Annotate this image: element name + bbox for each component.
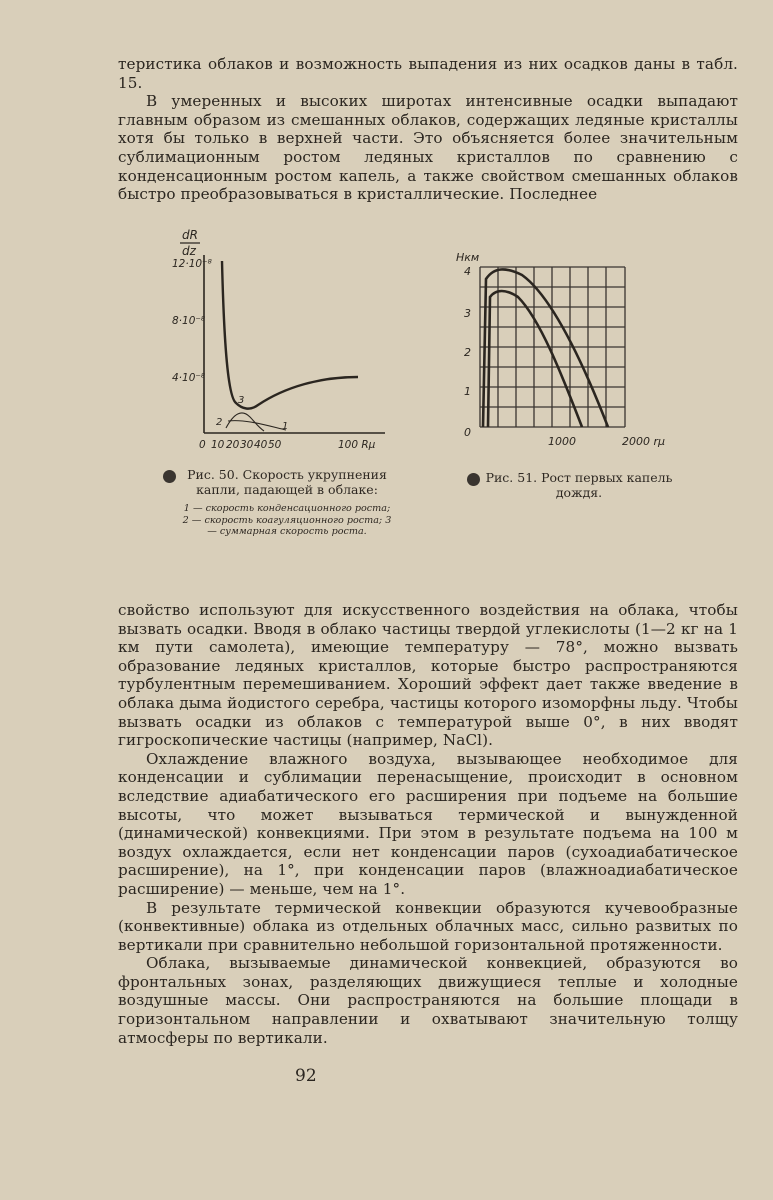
paragraph: Охлаждение влажного воздуха, вызывающее необходимое для конденсации и сублимации перенасыщение, происходит в основном вследствие адиабатического его расширения при подъеме на большие высоты, что может вызываться термической и вынужденной (динамической) конвекциями. При этом в результате подъема на 100 м воздух охлаждается, если нет конденсации паров (сухоадиабатическое расширение), на 1°, при конденсации паров (влажноадиабатическое расширение) — меньше, чем на 1°. xyxy=(118,749,738,898)
y-tick-label: 4 xyxy=(464,265,471,278)
y-label: Hкм xyxy=(456,251,480,264)
curve-outer xyxy=(483,269,608,427)
page-number: 92 xyxy=(295,1066,317,1086)
y-tick-label: 3 xyxy=(464,307,471,320)
figure-51-caption xyxy=(484,470,674,500)
x-tick-label: 10 xyxy=(211,439,225,451)
caption-legend: 1 — скорость конденсационного роста; 2 — скорость коагуляционного роста; 3 — суммарная скорость роста. xyxy=(182,503,392,537)
y-tick-label: 1 xyxy=(464,385,471,398)
curve-label-1: 1 xyxy=(282,421,289,432)
x-tick-label: 50 xyxy=(268,439,282,451)
y-tick-label: 4·10⁻⁸ xyxy=(172,372,206,384)
y-tick-label: 0 xyxy=(464,426,471,439)
paragraph: теристика облаков и возможность выпадения из них осадков даны в табл. 15. xyxy=(118,55,738,92)
figure-50-caption xyxy=(182,467,392,538)
x-tick-label: 40 xyxy=(254,439,268,451)
paragraph: свойство используют для искусственного воздействия на облака, чтобы вызвать осадки. Вводя в облако частицы твердой углекислоты (1—2 кг на 1 км пути самолета), имеющие температуру — 78°, можно вызвать образование ледяных кристаллов, которые быстро распространяются турбулентным перемешиванием. Хороший эффект дает также введение в облака дыма йодистого серебра, частицы которого изоморфны льду. Чтобы вызвать осадки из облаков с температурой выше 0°, в них вводят гигроскопические частицы (например, NaCl). xyxy=(118,601,738,750)
x-tick-label: 30 xyxy=(240,439,254,451)
curve-3-total-rate xyxy=(222,261,358,409)
caption-title: Рис. 50. Скорость укрупнения капли, падающей в облаке: xyxy=(187,467,387,497)
y-tick-label: 8·10⁻⁸ xyxy=(172,315,206,327)
paragraph: В умеренных и высоких широтах интенсивные осадки выпадают главным образом из смешанных облаков, содержащих ледяные кристаллы хотя бы только в верхней части. Это объясняется более значительным сублимационным ростом ледяных кристаллов по сравнению с конденсационным ростом капель, а также свойством смешанных облаков быстро преобразовываться в кристаллические. Последнее xyxy=(118,92,738,204)
curve-2-coagulation-rate xyxy=(226,413,264,431)
curve-label-3: 3 xyxy=(238,395,245,406)
bottom-text-block xyxy=(118,601,738,1047)
x-tick-label: 2000 rμ xyxy=(622,435,666,448)
y-tick-label: 12·10⁻⁸ xyxy=(172,258,212,270)
figure-bullet-icon xyxy=(163,470,176,483)
figure-bullet-icon xyxy=(467,473,480,486)
y-tick-label: 2 xyxy=(464,346,471,359)
x-tick-label: 20 xyxy=(226,439,240,451)
curve-label-2: 2 xyxy=(216,417,223,428)
y-label-bottom: dz xyxy=(182,244,196,258)
paragraph: В результате термической конвекции образуются кучевообразные (конвективные) облака из отдельных облачных масс, сильно развитых по вертикали при сравнительно небольшой горизонтальной протяженности. xyxy=(118,898,738,954)
x-tick-label: 0 xyxy=(199,439,206,451)
caption-title: Рис. 51. Рост первых капель дождя. xyxy=(485,470,673,500)
figure-51-chart xyxy=(450,245,685,457)
x-tick-label: 1000 xyxy=(548,435,576,448)
x-end-label: 100 Rμ xyxy=(338,439,376,451)
figure-50-chart xyxy=(160,225,390,460)
top-text-block xyxy=(118,55,738,204)
paragraph: Облака, вызываемые динамической конвекцией, образуются во фронтальных зонах, разделяющих движущиеся теплые и холодные воздушные массы. Они распространяются на большие площади в горизонтальном направлении и охватывают значительную толщу атмосферы по вертикали. xyxy=(118,954,738,1047)
y-label-top: dR xyxy=(182,228,198,242)
